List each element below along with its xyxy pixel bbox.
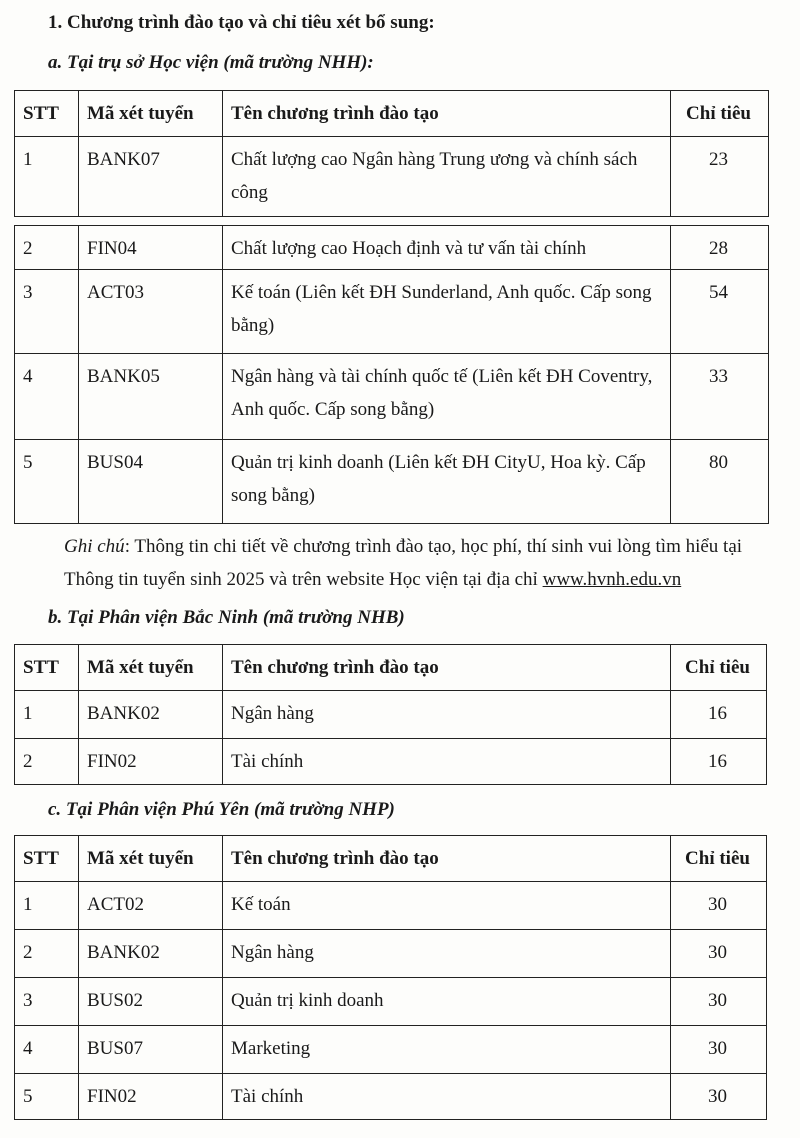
table-header — [15, 645, 767, 691]
section-1-title: 1. Chương trình đào tạo và chỉ tiêu xét bổ sung: — [48, 12, 435, 33]
row-code: BANK02 — [79, 691, 223, 739]
table-row — [15, 978, 767, 1026]
table-row — [15, 354, 769, 440]
row-stt: 5 — [15, 440, 79, 524]
table-row — [15, 739, 767, 785]
table-header — [15, 91, 769, 137]
row-program: Kế toán (Liên kết ĐH Sunderland, Anh quốc. Cấp song bằng) — [223, 270, 671, 354]
row-code: BUS07 — [79, 1026, 223, 1074]
row-program: Kế toán — [223, 882, 671, 930]
row-quota: 30 — [671, 1026, 767, 1074]
row-program: Quản trị kinh doanh (Liên kết ĐH CityU, Hoa kỳ. Cấp song bằng) — [223, 440, 671, 524]
table-row — [15, 1074, 767, 1120]
note-label: Ghi chú — [64, 536, 125, 557]
header-stt: STT — [15, 645, 79, 691]
table-row — [15, 270, 769, 354]
row-program: Chất lượng cao Hoạch định và tư vấn tài chính — [223, 226, 671, 270]
row-stt: 4 — [15, 1026, 79, 1074]
row-program: Tài chính — [223, 739, 671, 785]
row-code: FIN02 — [79, 739, 223, 785]
row-quota: 28 — [671, 226, 769, 270]
table-row — [15, 137, 769, 217]
row-code: BANK02 — [79, 930, 223, 978]
row-quota: 16 — [671, 691, 767, 739]
row-code: BUS04 — [79, 440, 223, 524]
table-header — [15, 836, 767, 882]
table-a-continued — [14, 225, 769, 524]
table-row — [15, 440, 769, 524]
row-quota: 33 — [671, 354, 769, 440]
row-stt: 2 — [15, 930, 79, 978]
header-quota: Chỉ tiêu — [671, 836, 767, 882]
table-c — [14, 835, 767, 1120]
row-quota: 30 — [671, 882, 767, 930]
table-a — [14, 90, 769, 217]
note-paragraph — [14, 530, 780, 596]
row-quota: 30 — [671, 1074, 767, 1120]
row-quota: 80 — [671, 440, 769, 524]
header-code: Mã xét tuyển — [79, 836, 223, 882]
row-code: FIN04 — [79, 226, 223, 270]
table-row — [15, 1026, 767, 1074]
table-row — [15, 882, 767, 930]
header-stt: STT — [15, 91, 79, 137]
row-stt: 1 — [15, 137, 79, 217]
row-quota: 54 — [671, 270, 769, 354]
header-program: Tên chương trình đào tạo — [223, 91, 671, 137]
header-code: Mã xét tuyển — [79, 91, 223, 137]
row-code: BANK07 — [79, 137, 223, 217]
header-code: Mã xét tuyển — [79, 645, 223, 691]
header-quota: Chỉ tiêu — [671, 645, 767, 691]
row-program: Marketing — [223, 1026, 671, 1074]
table-row — [15, 226, 769, 270]
table-row — [15, 930, 767, 978]
website-link[interactable]: www.hvnh.edu.vn — [542, 569, 682, 590]
row-quota: 30 — [671, 978, 767, 1026]
table-b — [14, 644, 767, 785]
row-program: Quản trị kinh doanh — [223, 978, 671, 1026]
row-code: ACT03 — [79, 270, 223, 354]
header-stt: STT — [15, 836, 79, 882]
row-program: Ngân hàng — [223, 691, 671, 739]
row-stt: 5 — [15, 1074, 79, 1120]
row-quota: 30 — [671, 930, 767, 978]
row-stt: 3 — [15, 978, 79, 1026]
row-program: Chất lượng cao Ngân hàng Trung ương và chính sách công — [223, 137, 671, 217]
header-program: Tên chương trình đào tạo — [223, 836, 671, 882]
section-c-title: c. Tại Phân viện Phú Yên (mã trường NHP) — [48, 799, 395, 820]
row-stt: 1 — [15, 882, 79, 930]
row-program: Ngân hàng — [223, 930, 671, 978]
row-stt: 3 — [15, 270, 79, 354]
row-program: Ngân hàng và tài chính quốc tế (Liên kết ĐH Coventry, Anh quốc. Cấp song bằng) — [223, 354, 671, 440]
section-b-title: b. Tại Phân viện Bắc Ninh (mã trường NHB) — [48, 607, 405, 628]
row-stt: 2 — [15, 226, 79, 270]
note-text: : Thông tin chi tiết về chương trình đào tạo, học phí, thí sinh vui lòng tìm hiểu tại Thông tin tuyển sinh 2025 và trên website Học viện tại địa chỉ — [64, 536, 743, 590]
row-quota: 16 — [671, 739, 767, 785]
row-program: Tài chính — [223, 1074, 671, 1120]
row-code: BANK05 — [79, 354, 223, 440]
table-row — [15, 691, 767, 739]
row-code: BUS02 — [79, 978, 223, 1026]
row-code: ACT02 — [79, 882, 223, 930]
row-stt: 4 — [15, 354, 79, 440]
row-stt: 1 — [15, 691, 79, 739]
header-quota: Chỉ tiêu — [671, 91, 769, 137]
row-code: FIN02 — [79, 1074, 223, 1120]
header-program: Tên chương trình đào tạo — [223, 645, 671, 691]
section-a-title: a. Tại trụ sở Học viện (mã trường NHH): — [48, 52, 374, 73]
row-stt: 2 — [15, 739, 79, 785]
row-quota: 23 — [671, 137, 769, 217]
